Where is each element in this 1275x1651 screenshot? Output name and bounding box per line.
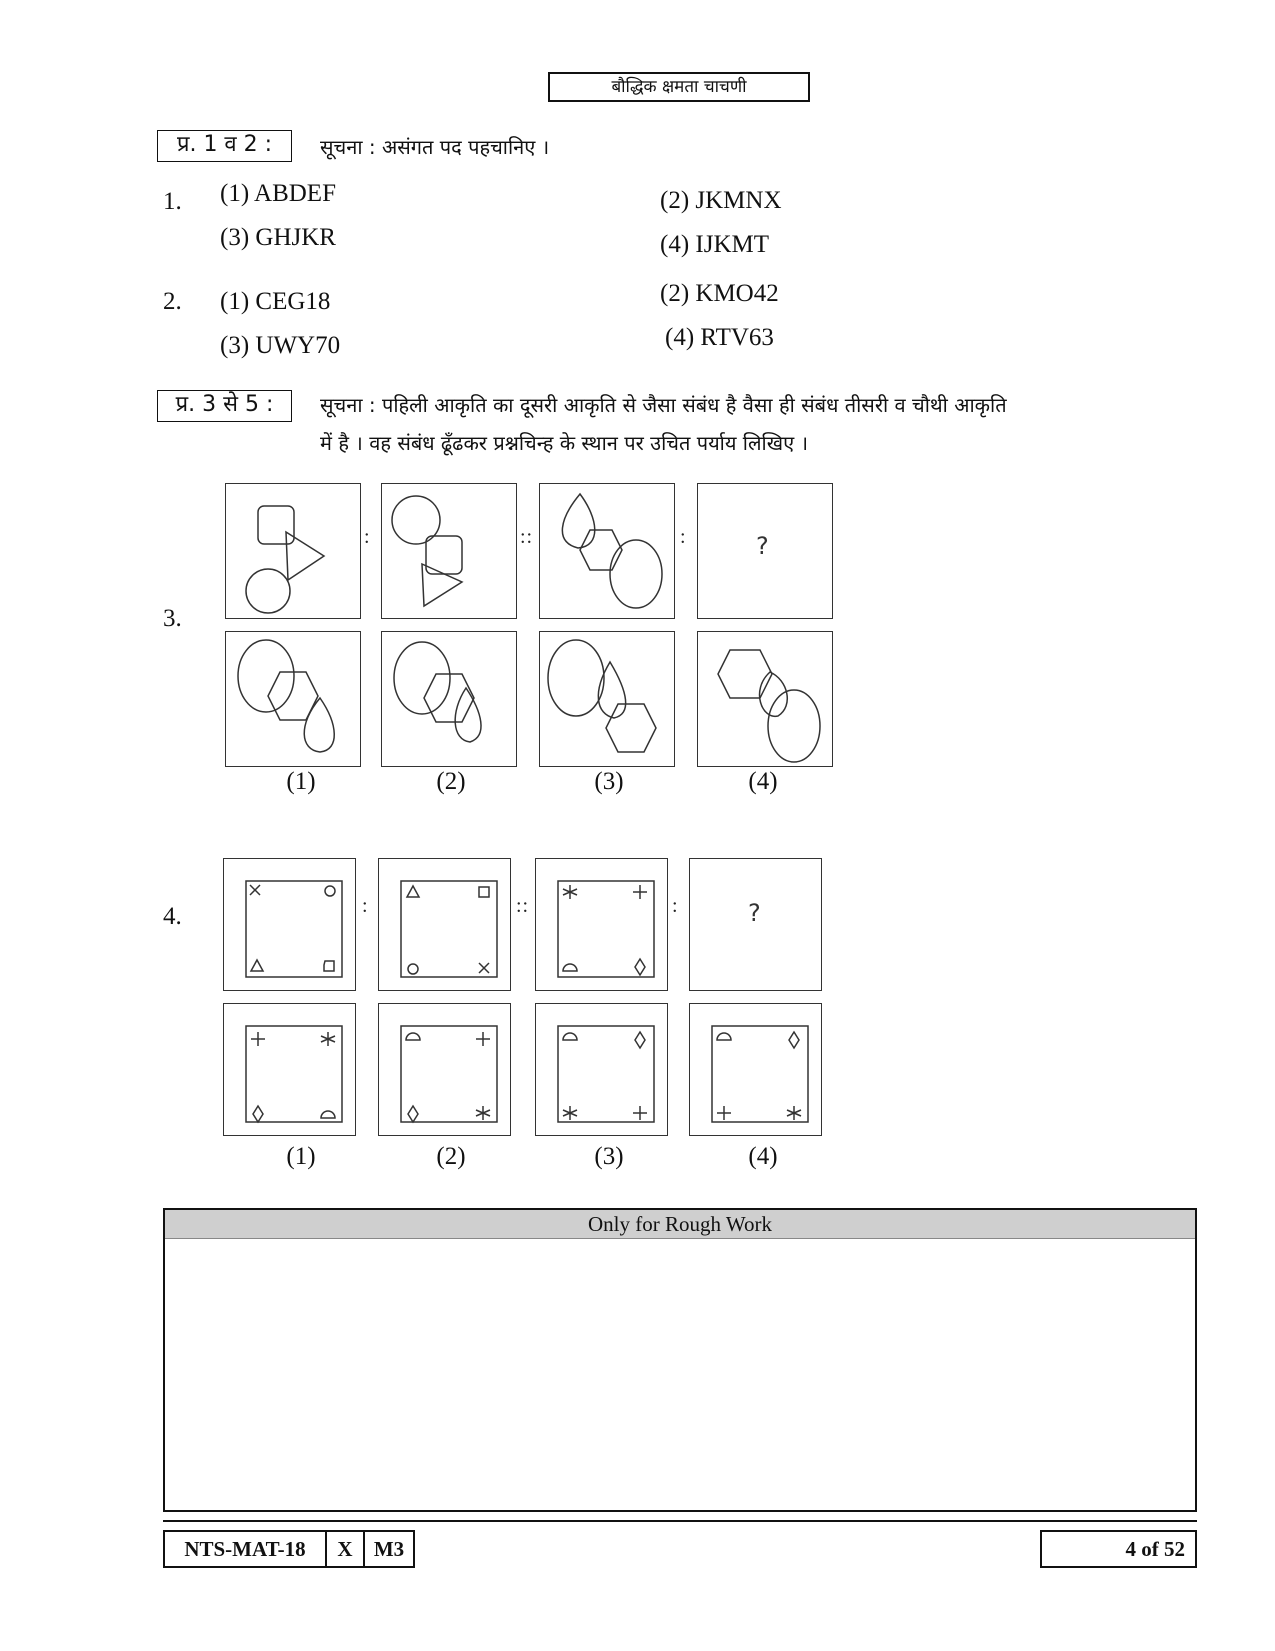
ratio-separator: : xyxy=(362,895,369,917)
ratio-separator: : xyxy=(672,895,679,917)
q3-option-label-2: (2) xyxy=(436,768,466,795)
question-mark: ? xyxy=(748,899,761,927)
question-1-number: 1. xyxy=(163,188,182,215)
q4-answer-figure-4[interactable] xyxy=(689,1003,822,1136)
q4-option-label-3: (3) xyxy=(594,1143,624,1170)
q4-problem-figure-1 xyxy=(223,858,356,991)
q4-option-label-4: (4) xyxy=(748,1143,778,1170)
q3-answer-figure-2[interactable] xyxy=(381,631,517,767)
ratio-separator: : xyxy=(680,526,687,548)
q3-problem-figure-1 xyxy=(225,483,361,619)
q3-answer-figure-1[interactable] xyxy=(225,631,361,767)
section-tag-q3-5: प्र. 3 से 5 : xyxy=(157,390,292,422)
page-title: बौद्धिक क्षमता चाचणी xyxy=(548,72,810,102)
q1-option-2: (2) JKMNX xyxy=(660,187,782,214)
q3-option-label-4: (4) xyxy=(748,768,778,795)
rough-work-label: Only for Rough Work xyxy=(165,1210,1195,1239)
q2-option-2: (2) KMO42 xyxy=(660,280,779,307)
section-tag-q1-2: प्र. 1 व 2 : xyxy=(157,130,292,162)
footer-medium: M3 xyxy=(365,1530,415,1568)
q1-option-3: (3) GHJKR xyxy=(220,224,336,251)
q3-answer-figure-4[interactable] xyxy=(697,631,833,767)
question-mark: ? xyxy=(756,532,769,560)
q3-problem-figure-4 xyxy=(697,483,833,619)
instruction-q1-2: सूचना : असंगत पद पहचानिए । xyxy=(320,135,550,159)
question-2-number: 2. xyxy=(163,288,182,315)
q2-option-4: (4) RTV63 xyxy=(665,324,774,351)
q1-option-1: (1) ABDEF xyxy=(220,180,336,207)
q3-problem-figure-3 xyxy=(539,483,675,619)
q4-answer-figure-3[interactable] xyxy=(535,1003,668,1136)
q3-option-label-1: (1) xyxy=(286,768,316,795)
q4-problem-figure-2 xyxy=(378,858,511,991)
footer-divider xyxy=(163,1520,1197,1522)
question-4-number: 4. xyxy=(163,903,182,930)
footer-exam-code: NTS-MAT-18 xyxy=(163,1530,327,1568)
q4-option-label-1: (1) xyxy=(286,1143,316,1170)
q4-answer-figure-1[interactable] xyxy=(223,1003,356,1136)
q4-option-label-2: (2) xyxy=(436,1143,466,1170)
instruction-q3-5-line1: सूचना : पहिली आकृति का दूसरी आकृति से जैसा संबंध है वैसा ही संबंध तीसरी व चौथी आकृति xyxy=(320,393,1007,417)
q4-problem-figure-4 xyxy=(689,858,822,991)
q4-answer-figure-2[interactable] xyxy=(378,1003,511,1136)
ratio-double-separator: :: xyxy=(516,895,530,917)
q3-problem-figure-2 xyxy=(381,483,517,619)
q2-option-1: (1) CEG18 xyxy=(220,288,331,315)
q1-option-4: (4) IJKMT xyxy=(660,231,770,258)
question-3-number: 3. xyxy=(163,605,182,632)
footer-standard: X xyxy=(327,1530,365,1568)
q3-option-label-3: (3) xyxy=(594,768,624,795)
ratio-separator: : xyxy=(364,526,371,548)
rough-work-area xyxy=(163,1208,1197,1512)
q4-problem-figure-3 xyxy=(535,858,668,991)
ratio-double-separator: :: xyxy=(520,526,534,548)
q3-answer-figure-3[interactable] xyxy=(539,631,675,767)
footer-page-number: 4 of 52 xyxy=(1040,1530,1197,1568)
q2-option-3: (3) UWY70 xyxy=(220,332,341,359)
instruction-q3-5-line2: में है । वह संबंध ढूँढकर प्रश्नचिन्ह के स्थान पर उचित पर्याय लिखिए । xyxy=(320,431,809,455)
